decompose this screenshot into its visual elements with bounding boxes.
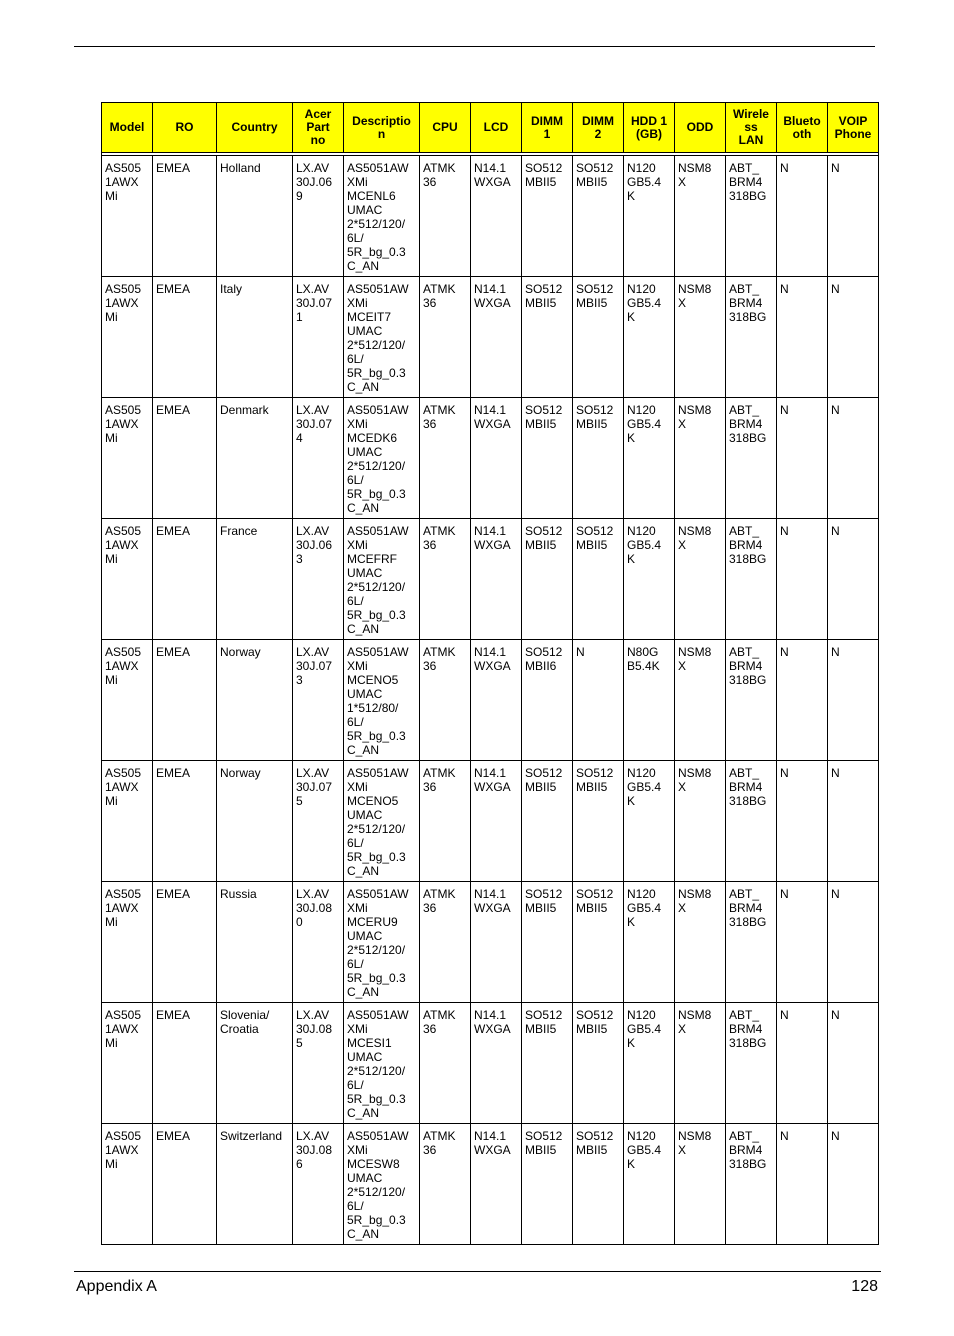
cell-voip-phone [828, 277, 879, 398]
cell-text: LX.AV 30J.08 6 [296, 1129, 333, 1171]
cell-lcd [471, 761, 522, 882]
table-row [102, 156, 879, 277]
cell-text: ABT_ BRM4 318BG [729, 645, 767, 687]
header-voip-phone: VOIP Phone [828, 103, 879, 153]
cell-country [217, 156, 293, 277]
cell-model [102, 1003, 153, 1124]
cell-description [344, 1003, 420, 1124]
cell-text: EMEA [156, 524, 191, 538]
cell-hdd1 [624, 761, 675, 882]
cell-text: ABT_ BRM4 318BG [729, 1129, 767, 1171]
cell-country [217, 1124, 293, 1245]
cell-cpu [420, 640, 471, 761]
cell-text: N14.1 WXGA [474, 645, 511, 673]
cell-dimm1 [522, 156, 573, 277]
cell-dimm1 [522, 640, 573, 761]
header-dimm2: DIMM 2 [573, 103, 624, 153]
table-body [102, 156, 879, 1245]
cell-ro [153, 277, 217, 398]
cell-country [217, 640, 293, 761]
cell-voip-phone [828, 761, 879, 882]
cell-ro [153, 398, 217, 519]
cell-country [217, 277, 293, 398]
cell-cpu [420, 1003, 471, 1124]
cell-text: N14.1 WXGA [474, 766, 511, 794]
cell-bluetooth [777, 882, 828, 1003]
cell-text: N [831, 766, 840, 780]
header-wireless-lan: Wirele ss LAN [726, 103, 777, 153]
cell-hdd1 [624, 398, 675, 519]
header-rule [74, 46, 875, 47]
cell-odd [675, 1003, 726, 1124]
cell-text: ATMK 36 [423, 1129, 456, 1157]
cell-text: SO512 MBII5 [525, 524, 563, 552]
cell-model [102, 640, 153, 761]
cell-description [344, 761, 420, 882]
header-part-no: Acer Part no [293, 103, 344, 153]
cell-text: SO512 MBII5 [525, 1129, 563, 1157]
header-model: Model [102, 103, 153, 153]
cell-text: LX.AV 30J.07 3 [296, 645, 333, 687]
cell-cpu [420, 156, 471, 277]
cell-part-no [293, 882, 344, 1003]
cell-text: AS505 1AWX Mi [105, 766, 142, 808]
cell-cpu [420, 882, 471, 1003]
cell-text: EMEA [156, 282, 191, 296]
cell-text: N120 GB5.4 K [627, 766, 662, 808]
cell-text: ABT_ BRM4 318BG [729, 161, 767, 203]
cell-text: AS5051AW XMi MCESI1 UMAC 2*512/120/ 6L/ 5R_bg_0.3 C_AN [347, 1008, 409, 1120]
cell-wireless-lan [726, 156, 777, 277]
cell-text: Holland [220, 161, 261, 175]
cell-text: SO512 MBII5 [576, 887, 614, 915]
cell-bluetooth [777, 1003, 828, 1124]
cell-text: N14.1 WXGA [474, 524, 511, 552]
cell-dimm2 [573, 882, 624, 1003]
cell-model [102, 156, 153, 277]
cell-text: AS505 1AWX Mi [105, 282, 142, 324]
header-lcd: LCD [471, 103, 522, 153]
cell-cpu [420, 398, 471, 519]
cell-country [217, 519, 293, 640]
cell-bluetooth [777, 519, 828, 640]
page-number: 128 [851, 1278, 878, 1295]
cell-text: N14.1 WXGA [474, 1008, 511, 1036]
cell-text: ATMK 36 [423, 645, 456, 673]
cell-text: N [780, 1008, 789, 1022]
cell-text: NSM8 X [678, 1008, 712, 1036]
cell-text: N [780, 887, 789, 901]
cell-hdd1 [624, 519, 675, 640]
cell-text: France [220, 524, 258, 538]
cell-voip-phone [828, 882, 879, 1003]
cell-lcd [471, 1124, 522, 1245]
cell-text: NSM8 X [678, 1129, 712, 1157]
cell-text: AS5051AW XMi MCERU9 UMAC 2*512/120/ 6L/ 5R_bg_0.3 C_AN [347, 887, 409, 999]
cell-country [217, 398, 293, 519]
cell-text: N [831, 403, 840, 417]
cell-text: ABT_ BRM4 318BG [729, 766, 767, 808]
cell-text: NSM8 X [678, 766, 712, 794]
cell-dimm2 [573, 761, 624, 882]
cell-text: N [780, 766, 789, 780]
cell-odd [675, 882, 726, 1003]
cell-text: SO512 MBII5 [576, 161, 614, 189]
cell-text: N120 GB5.4 K [627, 524, 662, 566]
cell-wireless-lan [726, 640, 777, 761]
cell-part-no [293, 640, 344, 761]
cell-voip-phone [828, 1124, 879, 1245]
cell-ro [153, 640, 217, 761]
cell-text: SO512 MBII6 [525, 645, 563, 673]
cell-text: N14.1 WXGA [474, 887, 511, 915]
cell-text: N [780, 403, 789, 417]
table-row [102, 277, 879, 398]
cell-text: LX.AV 30J.07 1 [296, 282, 333, 324]
header-description: Descriptio n [344, 103, 420, 153]
cell-wireless-lan [726, 1003, 777, 1124]
cell-dimm2 [573, 398, 624, 519]
cell-hdd1 [624, 156, 675, 277]
cell-lcd [471, 882, 522, 1003]
cell-text: N [831, 524, 840, 538]
cell-text: Denmark [220, 403, 269, 417]
cell-text: SO512 MBII5 [525, 887, 563, 915]
cell-text: Norway [220, 645, 261, 659]
cell-text: ATMK 36 [423, 766, 456, 794]
cell-lcd [471, 519, 522, 640]
cell-lcd [471, 156, 522, 277]
cell-text: SO512 MBII5 [576, 1008, 614, 1036]
cell-dimm1 [522, 277, 573, 398]
cell-part-no [293, 761, 344, 882]
cell-text: SO512 MBII5 [576, 524, 614, 552]
cell-text: N [831, 645, 840, 659]
cell-odd [675, 156, 726, 277]
cell-description [344, 640, 420, 761]
cell-text: ABT_ BRM4 318BG [729, 282, 767, 324]
cell-ro [153, 882, 217, 1003]
table-row [102, 398, 879, 519]
cell-text: ABT_ BRM4 318BG [729, 1008, 767, 1050]
cell-description [344, 1124, 420, 1245]
cell-model [102, 1124, 153, 1245]
cell-model [102, 277, 153, 398]
cell-dimm1 [522, 1003, 573, 1124]
table-row [102, 519, 879, 640]
table-row [102, 1003, 879, 1124]
cell-text: AS505 1AWX Mi [105, 403, 142, 445]
header-ro: RO [153, 103, 217, 153]
cell-text: LX.AV 30J.06 9 [296, 161, 333, 203]
cell-text: AS5051AW XMi MCEDK6 UMAC 2*512/120/ 6L/ 5R_bg_0.3 C_AN [347, 403, 409, 515]
cell-text: NSM8 X [678, 887, 712, 915]
cell-description [344, 882, 420, 1003]
cell-text: LX.AV 30J.08 0 [296, 887, 333, 929]
cell-description [344, 156, 420, 277]
cell-hdd1 [624, 882, 675, 1003]
cell-model [102, 761, 153, 882]
cell-voip-phone [828, 1003, 879, 1124]
cell-bluetooth [777, 398, 828, 519]
cell-country [217, 882, 293, 1003]
cell-text: EMEA [156, 645, 191, 659]
cell-text: AS505 1AWX Mi [105, 645, 142, 687]
cell-text: SO512 MBII5 [576, 1129, 614, 1157]
cell-text: ATMK 36 [423, 1008, 456, 1036]
cell-text: NSM8 X [678, 645, 712, 673]
cell-text: EMEA [156, 403, 191, 417]
cell-text: N80G B5.4K [627, 645, 660, 673]
cell-text: LX.AV 30J.07 5 [296, 766, 333, 808]
cell-text: ATMK 36 [423, 524, 456, 552]
cell-ro [153, 156, 217, 277]
cell-text: EMEA [156, 1129, 191, 1143]
cell-text: AS505 1AWX Mi [105, 161, 142, 203]
cell-text: N120 GB5.4 K [627, 1008, 662, 1050]
cell-text: N [831, 1008, 840, 1022]
cell-text: ATMK 36 [423, 282, 456, 310]
cell-wireless-lan [726, 761, 777, 882]
cell-text: N [831, 887, 840, 901]
cell-hdd1 [624, 277, 675, 398]
cell-text: N [780, 161, 789, 175]
header-cpu: CPU [420, 103, 471, 153]
table-row [102, 761, 879, 882]
cell-text: ABT_ BRM4 318BG [729, 403, 767, 445]
cell-odd [675, 277, 726, 398]
cell-dimm1 [522, 519, 573, 640]
cell-model [102, 398, 153, 519]
cell-text: EMEA [156, 161, 191, 175]
cell-text: SO512 MBII5 [525, 282, 563, 310]
cell-cpu [420, 761, 471, 882]
cell-odd [675, 519, 726, 640]
cell-text: NSM8 X [678, 282, 712, 310]
cell-text: N120 GB5.4 K [627, 1129, 662, 1171]
cell-text: LX.AV 30J.07 4 [296, 403, 333, 445]
cell-cpu [420, 277, 471, 398]
cell-text: ATMK 36 [423, 887, 456, 915]
cell-ro [153, 519, 217, 640]
cell-text: AS505 1AWX Mi [105, 1129, 142, 1171]
cell-dimm2 [573, 1124, 624, 1245]
cell-text: N120 GB5.4 K [627, 403, 662, 445]
cell-text: LX.AV 30J.06 3 [296, 524, 333, 566]
cell-cpu [420, 519, 471, 640]
cell-text: NSM8 X [678, 524, 712, 552]
cell-voip-phone [828, 519, 879, 640]
cell-text: SO512 MBII5 [525, 161, 563, 189]
cell-wireless-lan [726, 1124, 777, 1245]
cell-wireless-lan [726, 277, 777, 398]
cell-hdd1 [624, 1003, 675, 1124]
cell-model [102, 519, 153, 640]
cell-text: AS5051AW XMi MCENO5 UMAC 2*512/120/ 6L/ 5R_bg_0.3 C_AN [347, 766, 409, 878]
cell-dimm2 [573, 519, 624, 640]
footer-section: Appendix A [76, 1278, 157, 1295]
header-dimm1: DIMM 1 [522, 103, 573, 153]
cell-text: EMEA [156, 887, 191, 901]
cell-text: NSM8 X [678, 403, 712, 431]
cell-description [344, 398, 420, 519]
cell-wireless-lan [726, 398, 777, 519]
header-row [102, 103, 879, 153]
cell-ro [153, 761, 217, 882]
cell-dimm1 [522, 398, 573, 519]
cell-text: LX.AV 30J.08 5 [296, 1008, 333, 1050]
cell-dimm1 [522, 761, 573, 882]
cell-text: SO512 MBII5 [576, 403, 614, 431]
cell-text: SO512 MBII5 [576, 282, 614, 310]
header-hdd1: HDD 1 (GB) [624, 103, 675, 153]
cell-text: NSM8 X [678, 161, 712, 189]
cell-text: N14.1 WXGA [474, 403, 511, 431]
cell-text: N120 GB5.4 K [627, 887, 662, 929]
cell-cpu [420, 1124, 471, 1245]
cell-part-no [293, 398, 344, 519]
header-country: Country [217, 103, 293, 153]
cell-part-no [293, 277, 344, 398]
cell-wireless-lan [726, 519, 777, 640]
cell-text: N [780, 524, 789, 538]
cell-lcd [471, 640, 522, 761]
cell-dimm2 [573, 277, 624, 398]
cell-country [217, 1003, 293, 1124]
cell-text: EMEA [156, 766, 191, 780]
cell-text: ABT_ BRM4 318BG [729, 887, 767, 929]
cell-voip-phone [828, 156, 879, 277]
cell-text: AS5051AW XMi MCENO5 UMAC 1*512/80/ 6L/ 5R_bg_0.3 C_AN [347, 645, 409, 757]
cell-text: ATMK 36 [423, 161, 456, 189]
cell-dimm1 [522, 1124, 573, 1245]
cell-text: SO512 MBII5 [525, 766, 563, 794]
cell-bluetooth [777, 277, 828, 398]
cell-odd [675, 398, 726, 519]
configuration-table [101, 102, 879, 1245]
cell-text: AS5051AW XMi MCENL6 UMAC 2*512/120/ 6L/ 5R_bg_0.3 C_AN [347, 161, 409, 273]
cell-odd [675, 640, 726, 761]
cell-text: N [780, 1129, 789, 1143]
cell-wireless-lan [726, 882, 777, 1003]
cell-bluetooth [777, 761, 828, 882]
cell-voip-phone [828, 640, 879, 761]
cell-bluetooth [777, 640, 828, 761]
cell-part-no [293, 519, 344, 640]
cell-bluetooth [777, 1124, 828, 1245]
cell-text: AS505 1AWX Mi [105, 887, 142, 929]
cell-text: N [780, 282, 789, 296]
cell-text: N120 GB5.4 K [627, 282, 662, 324]
table-row [102, 640, 879, 761]
cell-country [217, 761, 293, 882]
cell-dimm1 [522, 882, 573, 1003]
cell-voip-phone [828, 398, 879, 519]
cell-text: N [831, 282, 840, 296]
cell-text: Russia [220, 887, 257, 901]
cell-hdd1 [624, 1124, 675, 1245]
cell-text: AS5051AW XMi MCEFRF UMAC 2*512/120/ 6L/ 5R_bg_0.3 C_AN [347, 524, 409, 636]
cell-text: SO512 MBII5 [576, 766, 614, 794]
cell-hdd1 [624, 640, 675, 761]
cell-text: Slovenia/ Croatia [220, 1008, 270, 1036]
cell-text: N [576, 645, 585, 659]
cell-text: AS505 1AWX Mi [105, 1008, 142, 1050]
cell-ro [153, 1003, 217, 1124]
cell-part-no [293, 156, 344, 277]
cell-text: AS5051AW XMi MCEIT7 UMAC 2*512/120/ 6L/ 5R_bg_0.3 C_AN [347, 282, 409, 394]
cell-part-no [293, 1003, 344, 1124]
cell-lcd [471, 398, 522, 519]
cell-text: N14.1 WXGA [474, 282, 511, 310]
cell-ro [153, 1124, 217, 1245]
cell-text: N [831, 1129, 840, 1143]
cell-description [344, 519, 420, 640]
table-row [102, 1124, 879, 1245]
cell-text: N14.1 WXGA [474, 1129, 511, 1157]
cell-lcd [471, 1003, 522, 1124]
cell-dimm2 [573, 640, 624, 761]
cell-lcd [471, 277, 522, 398]
header-odd: ODD [675, 103, 726, 153]
cell-bluetooth [777, 156, 828, 277]
cell-odd [675, 1124, 726, 1245]
table-row [102, 882, 879, 1003]
cell-model [102, 882, 153, 1003]
cell-text: N [780, 645, 789, 659]
cell-dimm2 [573, 156, 624, 277]
cell-text: Italy [220, 282, 243, 296]
cell-text: ABT_ BRM4 318BG [729, 524, 767, 566]
cell-text: AS5051AW XMi MCESW8 UMAC 2*512/120/ 6L/ 5R_bg_0.3 C_AN [347, 1129, 409, 1241]
cell-text: ATMK 36 [423, 403, 456, 431]
footer-rule [74, 1271, 881, 1272]
cell-text: SO512 MBII5 [525, 403, 563, 431]
cell-text: Switzerland [220, 1129, 283, 1143]
cell-text: N [831, 161, 840, 175]
cell-text: EMEA [156, 1008, 191, 1022]
cell-text: Norway [220, 766, 261, 780]
cell-part-no [293, 1124, 344, 1245]
cell-text: AS505 1AWX Mi [105, 524, 142, 566]
header-bluetooth: Blueto oth [777, 103, 828, 153]
cell-description [344, 277, 420, 398]
cell-text: N14.1 WXGA [474, 161, 511, 189]
cell-text: SO512 MBII5 [525, 1008, 563, 1036]
cell-odd [675, 761, 726, 882]
cell-dimm2 [573, 1003, 624, 1124]
cell-text: N120 GB5.4 K [627, 161, 662, 203]
